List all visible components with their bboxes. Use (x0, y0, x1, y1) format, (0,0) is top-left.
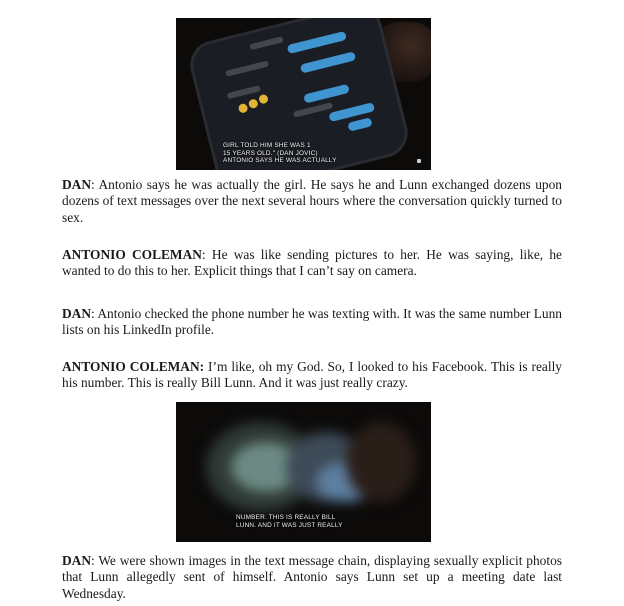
message-bubble (226, 85, 260, 99)
speaker-name: DAN (62, 177, 92, 192)
speaker-name: ANTONIO COLEMAN: (62, 359, 205, 374)
message-bubble (293, 102, 333, 117)
paragraph-text: I’m like, oh my God. So, I looked to his Facebook. This is really his number. This is really Bill Lunn. And it was just really crazy. (62, 359, 562, 391)
emoji-icon (238, 103, 249, 114)
paragraph-text: We were shown images in the text message chain, displaying sexually explicit photos that Lunn allegedly sent of himself. Antonio says Lunn set up a meeting date last Wednesday. (62, 553, 562, 601)
speaker-separator: : (201, 247, 206, 262)
caption-line: GIRL TOLD HIM SHE WAS 1 (223, 142, 311, 149)
paragraph-text: Antonio says he was actually the girl. He says he and Lunn exchanged dozens upon dozens of text messages over the next several hours where the conversation quickly turned to sex. (62, 177, 562, 225)
message-bubble (347, 117, 372, 132)
message-bubble (249, 36, 283, 50)
transcript-paragraph (62, 177, 562, 226)
message-bubble (303, 84, 350, 104)
transcript-paragraph (62, 553, 562, 602)
video-caption (236, 514, 343, 529)
video-caption (223, 142, 337, 165)
speaker-name: ANTONIO COLEMAN (62, 247, 202, 262)
speaker-separator: : (91, 177, 95, 192)
paragraph-text: He was like sending pictures to her. He was saying, like, he wanted to do this to her. Explicit things that I can’t say on camera. (62, 247, 562, 279)
caption-line: NUMBER. THIS IS REALLY BILL (236, 514, 336, 521)
caption-line: 15 YEARS OLD." (DAN JOVIC) (223, 149, 318, 157)
speaker-name: DAN (62, 553, 92, 568)
speaker-separator: : (91, 553, 95, 568)
message-bubble (287, 31, 347, 54)
transcript-paragraph (62, 247, 562, 280)
video-still-phone-messages (176, 18, 431, 170)
speaker-name: DAN (62, 306, 92, 321)
transcript-paragraph (62, 359, 562, 392)
message-bubble (225, 60, 269, 76)
video-still-blurred-photo (176, 402, 431, 542)
station-logo-icon (417, 159, 421, 163)
emoji-icon (248, 98, 259, 109)
emoji-icon (258, 94, 269, 105)
transcript-paragraph (62, 306, 562, 339)
caption-line: ANTONIO SAYS HE WAS ACTUALLY (223, 157, 337, 165)
caption-line: LUNN. AND IT WAS JUST REALLY (236, 521, 343, 529)
message-bubble (300, 51, 357, 73)
paragraph-text: Antonio checked the phone number he was texting with. It was the same number Lunn lists on his LinkedIn profile. (62, 306, 562, 338)
speaker-separator: : (91, 306, 95, 321)
